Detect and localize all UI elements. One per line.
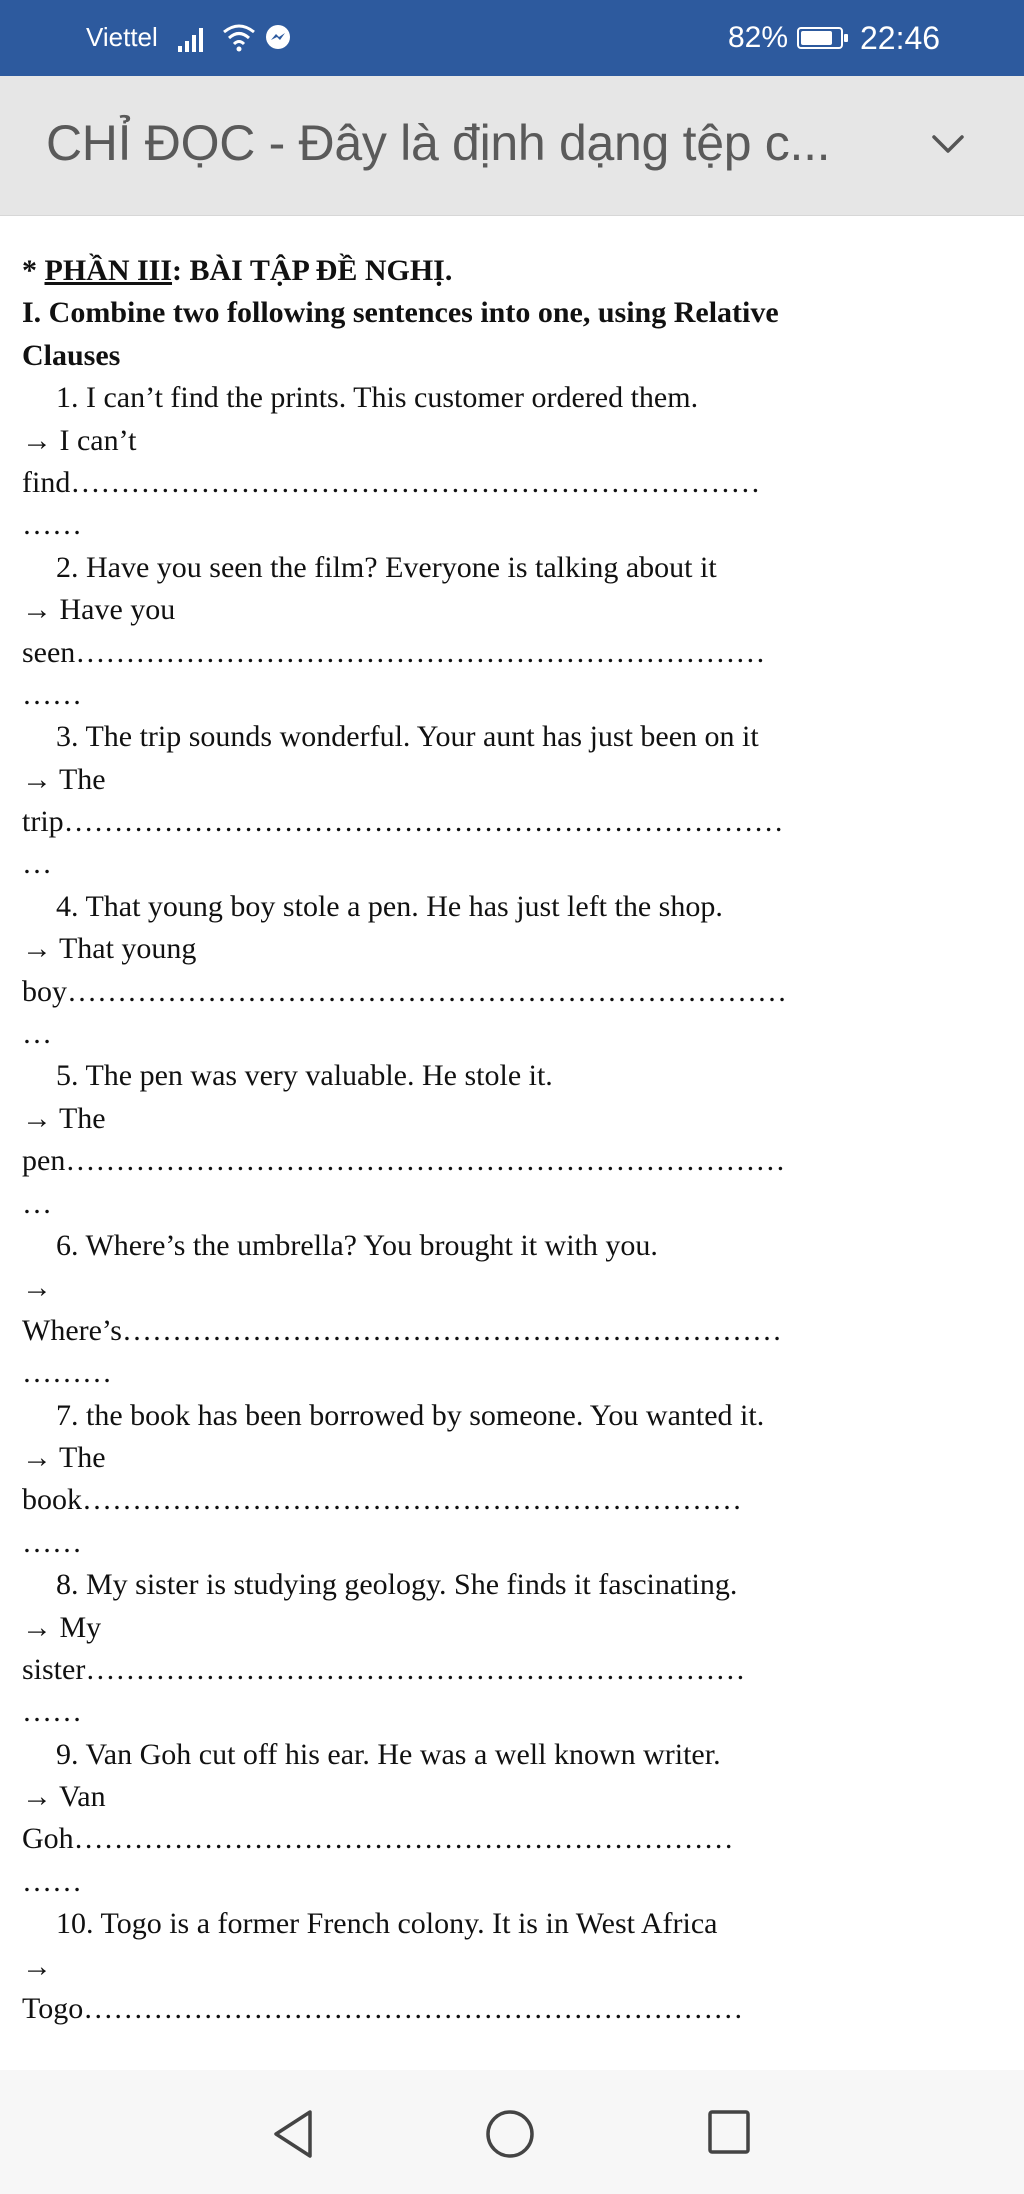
answer-start-word: book bbox=[22, 1483, 82, 1517]
exercise-item bbox=[22, 1055, 1012, 1225]
wifi-icon bbox=[222, 22, 256, 52]
answer-arrow-line: → Van bbox=[22, 1780, 106, 1814]
home-icon[interactable] bbox=[484, 2108, 536, 2160]
answer-dots-continuation: …… bbox=[22, 1864, 82, 1898]
answer-dots-continuation: ……… bbox=[22, 1356, 112, 1390]
answer-dots: ……………………………………………………………… bbox=[67, 974, 787, 1008]
exercise-question: 6. Where’s the umbrella? You brought it with you. bbox=[56, 1228, 658, 1262]
answer-dots: ……………………………………………………………… bbox=[65, 1144, 786, 1178]
answer-dots-continuation: …… bbox=[22, 677, 82, 711]
answer-arrow-line: → bbox=[22, 1271, 52, 1305]
answer-start-word: find bbox=[22, 465, 71, 499]
exercise-question: 4. That young boy stole a pen. He has just left the shop. bbox=[56, 889, 723, 923]
section-heading bbox=[22, 250, 1012, 292]
exercise-list bbox=[22, 377, 1012, 2030]
exercise-question: 8. My sister is studying geology. She finds it fascinating. bbox=[56, 1568, 738, 1602]
answer-arrow-line: → Have you bbox=[22, 593, 176, 627]
answer-start-word: boy bbox=[22, 974, 67, 1008]
answer-arrow-line: → bbox=[22, 1949, 52, 1983]
exercise-item bbox=[22, 1225, 1012, 1395]
answer-dots: …………………………………………………………… bbox=[70, 465, 761, 499]
signal-icon bbox=[178, 26, 203, 52]
instruction-line: I. Combine two following sentences into one, using Relative bbox=[22, 296, 779, 330]
answer-dots-continuation: … bbox=[22, 847, 52, 881]
answer-dots: ………………………………………………………… bbox=[83, 1992, 744, 2026]
answer-blank-line bbox=[22, 1479, 1012, 1521]
answer-dots: ……………………………………………………………… bbox=[63, 805, 784, 839]
exercise-question: 2. Have you seen the film? Everyone is talking about it bbox=[56, 550, 717, 584]
answer-start-word: Togo bbox=[22, 1992, 84, 2026]
clock: 22:46 bbox=[860, 20, 941, 56]
answer-dots-continuation: …… bbox=[22, 508, 82, 542]
answer-start-word: sister bbox=[22, 1652, 86, 1686]
answer-arrow-line: → The bbox=[22, 1101, 106, 1135]
answer-blank-line bbox=[22, 1310, 1012, 1352]
answer-start-word: trip bbox=[22, 805, 64, 839]
battery-percent: 82% bbox=[728, 21, 789, 54]
answer-dots: ………………………………………………………… bbox=[121, 1313, 782, 1347]
answer-arrow-line: → I can’t bbox=[22, 423, 137, 457]
answer-dots: …………………………………………………………… bbox=[75, 635, 766, 669]
answer-start-word: Goh bbox=[22, 1822, 74, 1856]
messenger-icon bbox=[264, 24, 292, 52]
document-title: CHỈ ĐỌC - Đây là định dạng tệp c... bbox=[46, 115, 831, 171]
document-content bbox=[22, 250, 1012, 2030]
answer-start-word: Where’s bbox=[22, 1313, 122, 1347]
document-title-bar bbox=[0, 76, 1024, 216]
exercise-question: 7. the book has been borrowed by someone. You wanted it. bbox=[56, 1398, 765, 1432]
answer-blank-line bbox=[22, 462, 1012, 504]
answer-dots-continuation: …… bbox=[22, 1695, 82, 1729]
exercise-question: 1. I can’t find the prints. This customer ordered them. bbox=[56, 381, 699, 415]
exercise-item bbox=[22, 886, 1012, 1056]
answer-dots: ………………………………………………………… bbox=[73, 1822, 734, 1856]
answer-blank-line bbox=[22, 1649, 1012, 1691]
back-icon[interactable] bbox=[270, 2108, 318, 2160]
exercise-question: 5. The pen was very valuable. He stole it. bbox=[56, 1059, 553, 1093]
answer-blank-line bbox=[22, 971, 1012, 1013]
carrier-name: Viettel bbox=[86, 22, 158, 52]
answer-blank-line bbox=[22, 1818, 1012, 1860]
exercise-item bbox=[22, 547, 1012, 717]
answer-blank-line bbox=[22, 1140, 1012, 1182]
exercise-item bbox=[22, 1395, 1012, 1565]
answer-blank-line bbox=[22, 801, 1012, 843]
answer-arrow-line: → The bbox=[22, 762, 106, 796]
section-heading-rest: : BÀI TẬP ĐỀ NGHỊ. bbox=[172, 254, 453, 287]
answer-arrow-line: → The bbox=[22, 1440, 106, 1474]
exercise-question: 10. Togo is a former French colony. It is in West Africa bbox=[56, 1907, 718, 1941]
battery-fill bbox=[801, 31, 832, 45]
recents-icon[interactable] bbox=[706, 2108, 752, 2156]
exercise-item bbox=[22, 716, 1012, 886]
answer-dots: ………………………………………………………… bbox=[82, 1483, 742, 1517]
answer-blank-line bbox=[22, 1988, 1012, 2030]
exercise-question: 3. The trip sounds wonderful. Your aunt has just been on it bbox=[56, 720, 759, 754]
answer-dots-continuation: … bbox=[22, 1186, 52, 1220]
battery-icon bbox=[797, 27, 843, 49]
exercise-item bbox=[22, 377, 1012, 547]
answer-dots: ………………………………………………………… bbox=[85, 1652, 746, 1686]
exercise-item bbox=[22, 1564, 1012, 1734]
answer-start-word: pen bbox=[22, 1144, 66, 1178]
exercise-item bbox=[22, 1903, 1012, 2030]
answer-dots-continuation: …… bbox=[22, 1525, 82, 1559]
answer-arrow-line: → My bbox=[22, 1610, 102, 1644]
answer-arrow-line: → That young bbox=[22, 932, 197, 966]
section-heading-underlined: PHẦN III bbox=[44, 254, 173, 287]
chevron-down-icon[interactable] bbox=[930, 132, 966, 156]
navigation-bar bbox=[0, 2070, 1024, 2194]
exercise-item bbox=[22, 1734, 1012, 1904]
answer-start-word: seen bbox=[22, 635, 76, 669]
answer-blank-line bbox=[22, 632, 1012, 674]
section-prefix: * bbox=[22, 254, 45, 287]
instruction-line: Clauses bbox=[22, 338, 121, 372]
status-bar bbox=[0, 0, 1024, 76]
exercise-question: 9. Van Goh cut off his ear. He was a well known writer. bbox=[56, 1737, 721, 1771]
battery-cap bbox=[844, 34, 848, 42]
answer-dots-continuation: … bbox=[22, 1017, 52, 1051]
